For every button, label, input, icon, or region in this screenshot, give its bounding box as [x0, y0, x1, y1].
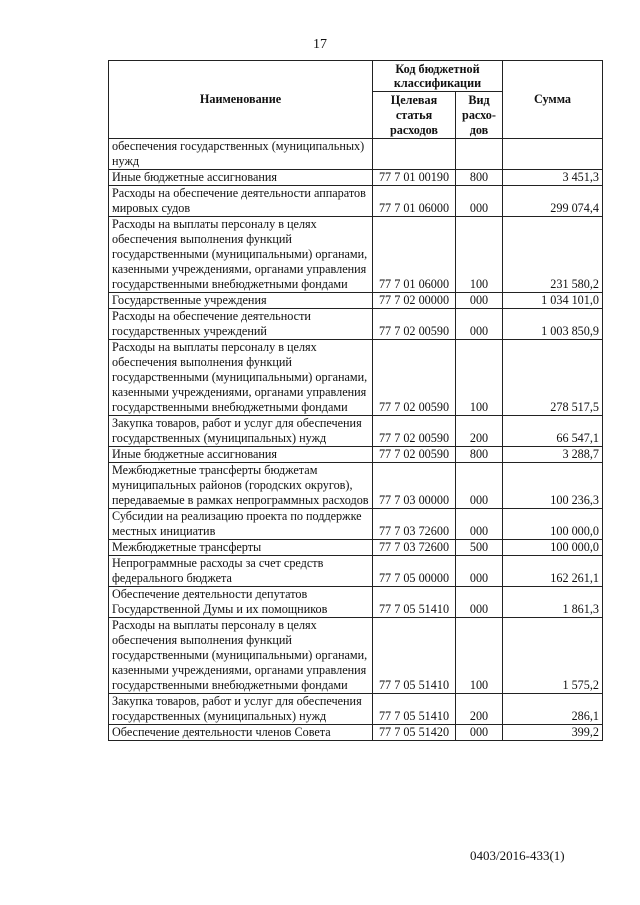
cell-expense-type: 100: [456, 217, 503, 293]
cell-expense-type: 500: [456, 540, 503, 556]
cell-expense-type: 800: [456, 170, 503, 186]
cell-sum: 100 000,0: [503, 540, 603, 556]
cell-target-code: 77 7 03 72600: [373, 509, 456, 540]
table-row: [109, 416, 603, 447]
cell-sum: 100 236,3: [503, 463, 603, 509]
cell-name: Расходы на выплаты персоналу в целях обеспечения выполнения функций государственными (муниципальными) органами, казенными учреждениями, органами управления государственными внебюджетными фондами: [109, 340, 373, 416]
cell-expense-type: 200: [456, 694, 503, 725]
cell-expense-type: 200: [456, 416, 503, 447]
cell-sum: 1 003 850,9: [503, 309, 603, 340]
cell-target-code: 77 7 03 00000: [373, 463, 456, 509]
cell-sum: 299 074,4: [503, 186, 603, 217]
table-row: [109, 618, 603, 694]
table-row: [109, 556, 603, 587]
header-kbk: Код бюджетной классификации: [373, 61, 503, 92]
cell-name: Расходы на выплаты персоналу в целях обеспечения выполнения функций государственными (муниципальными) органами, казенными учреждениями, органами управления государственными внебюджетными фондами: [109, 618, 373, 694]
cell-sum: 66 547,1: [503, 416, 603, 447]
header-target: Целевая статья расходов: [373, 92, 456, 139]
cell-name: Межбюджетные трансферты: [109, 540, 373, 556]
table-row: [109, 139, 603, 170]
cell-target-code: 77 7 02 00590: [373, 447, 456, 463]
cell-name: Межбюджетные трансферты бюджетам муниципальных районов (городских округов), передаваемые в рамках непрограммных расходов: [109, 463, 373, 509]
table-row: [109, 694, 603, 725]
cell-name: Расходы на выплаты персоналу в целях обеспечения выполнения функций государственными (муниципальными) органами, казенными учреждениями, органами управления государственными внебюджетными фондами: [109, 217, 373, 293]
cell-expense-type: [456, 139, 503, 170]
header-name: Наименование: [109, 61, 373, 139]
cell-expense-type: 000: [456, 186, 503, 217]
cell-sum: 278 517,5: [503, 340, 603, 416]
table-row: [109, 309, 603, 340]
cell-name: Обеспечение деятельности членов Совета: [109, 725, 373, 741]
cell-expense-type: 000: [456, 725, 503, 741]
cell-target-code: 77 7 05 51410: [373, 694, 456, 725]
cell-target-code: 77 7 01 06000: [373, 217, 456, 293]
cell-sum: 231 580,2: [503, 217, 603, 293]
table-row: [109, 186, 603, 217]
cell-name: Обеспечение деятельности депутатов Государственной Думы и их помощников: [109, 587, 373, 618]
table-row: [109, 463, 603, 509]
cell-name: Расходы на обеспечение деятельности государственных учреждений: [109, 309, 373, 340]
cell-expense-type: 000: [456, 293, 503, 309]
table-body: [109, 139, 603, 741]
cell-target-code: 77 7 05 51420: [373, 725, 456, 741]
cell-target-code: [373, 139, 456, 170]
cell-target-code: 77 7 05 51410: [373, 618, 456, 694]
table-row: [109, 509, 603, 540]
header-sum: Сумма: [503, 61, 603, 139]
cell-expense-type: 100: [456, 618, 503, 694]
budget-table: [108, 60, 603, 741]
table-row: [109, 170, 603, 186]
cell-expense-type: 000: [456, 309, 503, 340]
cell-name: Иные бюджетные ассигнования: [109, 170, 373, 186]
cell-sum: 3 288,7: [503, 447, 603, 463]
cell-name: Расходы на обеспечение деятельности аппаратов мировых судов: [109, 186, 373, 217]
document-code: 0403/2016-433(1): [470, 848, 565, 863]
cell-target-code: 77 7 05 51410: [373, 587, 456, 618]
cell-name: Закупка товаров, работ и услуг для обеспечения государственных (муниципальных) нужд: [109, 694, 373, 725]
cell-sum: 3 451,3: [503, 170, 603, 186]
table-row: [109, 217, 603, 293]
cell-target-code: 77 7 01 06000: [373, 186, 456, 217]
header-type: Вид расхо- дов: [456, 92, 503, 139]
cell-sum: [503, 139, 603, 170]
cell-target-code: 77 7 05 00000: [373, 556, 456, 587]
table-row: [109, 540, 603, 556]
cell-expense-type: 800: [456, 447, 503, 463]
cell-sum: 286,1: [503, 694, 603, 725]
cell-expense-type: 000: [456, 556, 503, 587]
table-row: [109, 447, 603, 463]
table-row: [109, 587, 603, 618]
cell-target-code: 77 7 03 72600: [373, 540, 456, 556]
cell-sum: 1 575,2: [503, 618, 603, 694]
cell-sum: 1 861,3: [503, 587, 603, 618]
table-row: [109, 340, 603, 416]
cell-expense-type: 100: [456, 340, 503, 416]
cell-name: Непрограммные расходы за счет средств федерального бюджета: [109, 556, 373, 587]
cell-target-code: 77 7 01 00190: [373, 170, 456, 186]
cell-sum: 1 034 101,0: [503, 293, 603, 309]
cell-target-code: 77 7 02 00000: [373, 293, 456, 309]
cell-name: Закупка товаров, работ и услуг для обеспечения государственных (муниципальных) нужд: [109, 416, 373, 447]
cell-name: обеспечения государственных (муниципальных) нужд: [109, 139, 373, 170]
page-number: 17: [313, 37, 327, 52]
cell-name: Субсидии на реализацию проекта по поддержке местных инициатив: [109, 509, 373, 540]
cell-sum: 399,2: [503, 725, 603, 741]
cell-expense-type: 000: [456, 463, 503, 509]
table-row: [109, 725, 603, 741]
cell-name: Государственные учреждения: [109, 293, 373, 309]
cell-target-code: 77 7 02 00590: [373, 416, 456, 447]
cell-target-code: 77 7 02 00590: [373, 309, 456, 340]
cell-sum: 162 261,1: [503, 556, 603, 587]
cell-expense-type: 000: [456, 509, 503, 540]
cell-sum: 100 000,0: [503, 509, 603, 540]
cell-expense-type: 000: [456, 587, 503, 618]
table-row: [109, 293, 603, 309]
cell-name: Иные бюджетные ассигнования: [109, 447, 373, 463]
cell-target-code: 77 7 02 00590: [373, 340, 456, 416]
